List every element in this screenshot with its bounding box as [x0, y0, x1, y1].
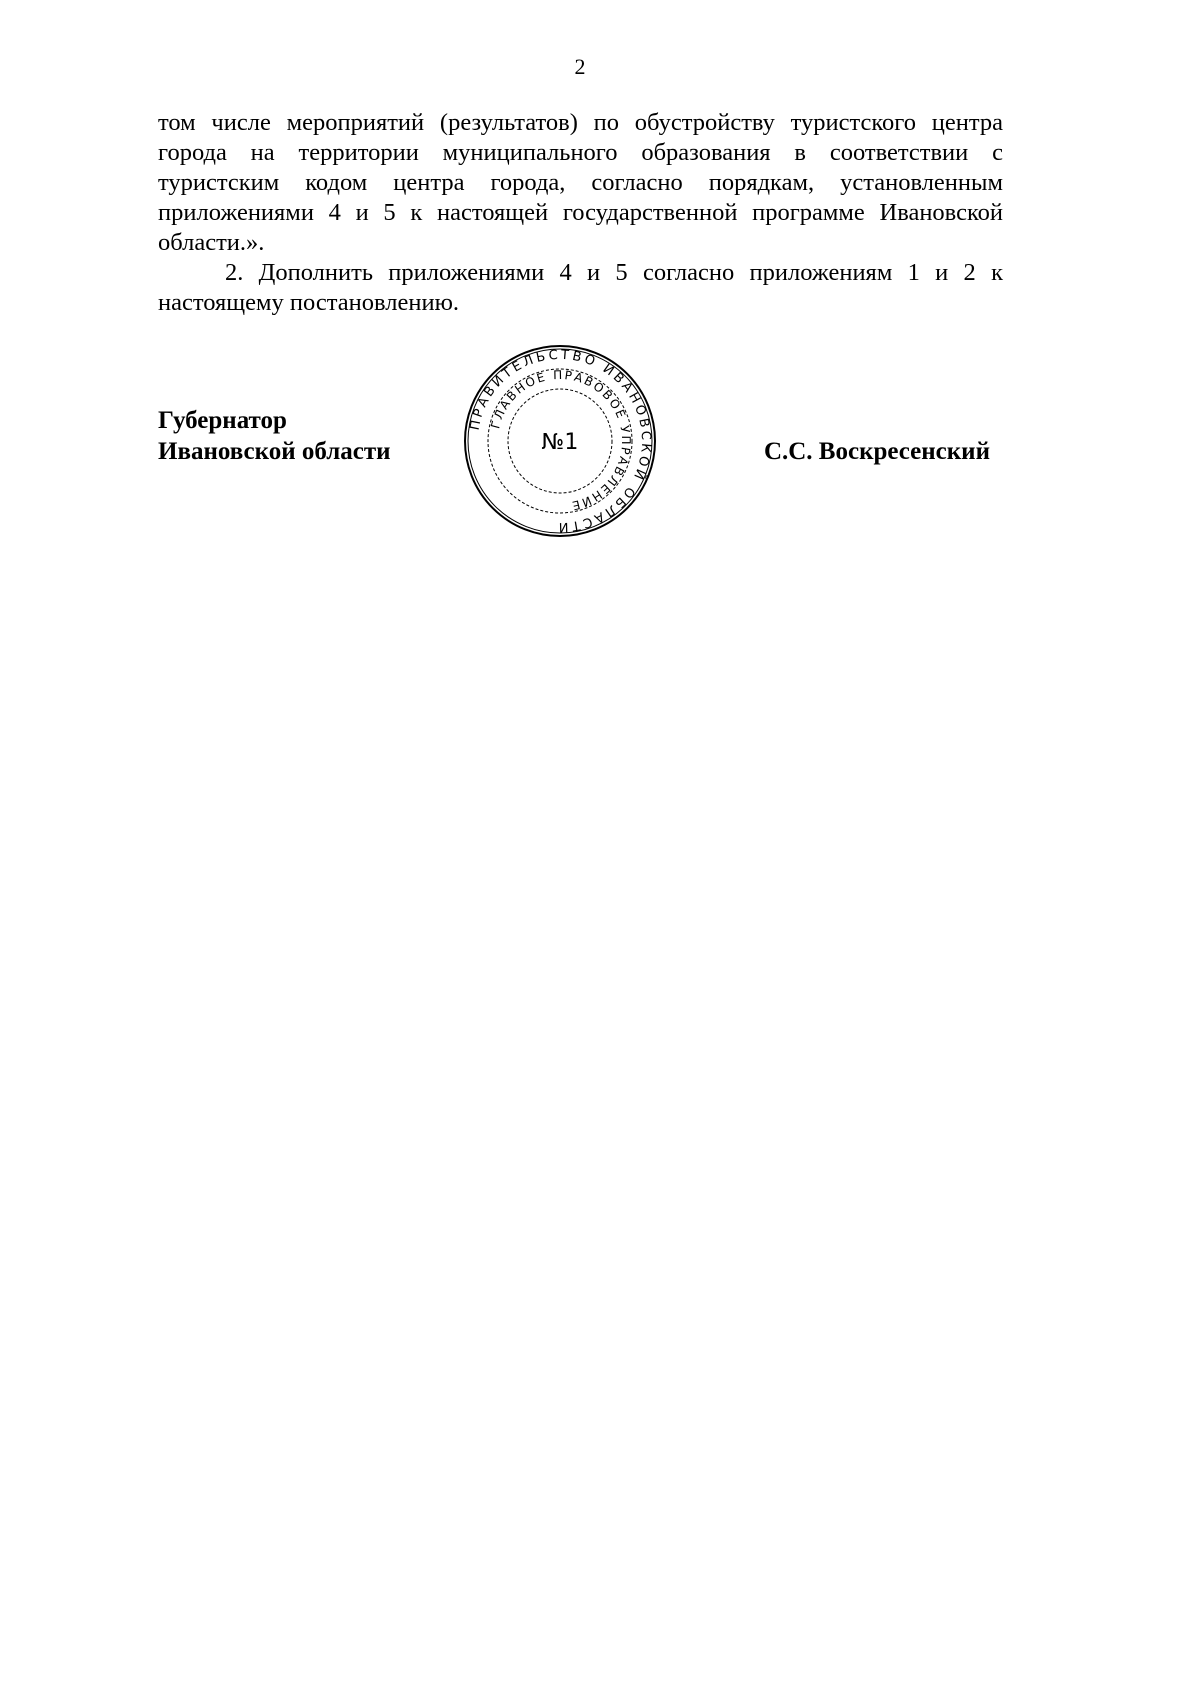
text-line: города на территории муниципального образования в соответствии с — [158, 139, 1003, 166]
text-line: области.». — [158, 229, 265, 256]
signature-position — [158, 405, 391, 467]
stamp-number: №1 — [541, 430, 579, 455]
page-number: 2 — [574, 54, 586, 79]
signature-position-line2: Ивановской области — [158, 438, 391, 465]
text-line: том числе мероприятий (результатов) по обустройству туристского центра — [158, 109, 1003, 136]
stamp-outer-text: ПРАВИТЕЛЬСТВО ИВАНОВСКОЙ ОБЛАСТИ — [467, 347, 654, 535]
text-line: настоящему постановлению. — [158, 289, 459, 316]
stamp-inner-text: ГЛАВНОЕ ПРАВОВОЕ УПРАВЛЕНИЕ — [488, 367, 634, 514]
document-body — [158, 108, 1003, 318]
signature-name: С.С. Воскресенский — [763, 438, 990, 465]
official-stamp — [462, 343, 658, 539]
text-line: туристским кодом центра города, согласно порядкам, установленным — [158, 169, 1003, 196]
signature-position-line1: Губернатор — [158, 407, 287, 434]
text-line: приложениями 4 и 5 к настоящей государственной программе Ивановской — [158, 199, 1003, 226]
text-line: 2. Дополнить приложениями 4 и 5 согласно приложениям 1 и 2 к — [225, 259, 1003, 286]
